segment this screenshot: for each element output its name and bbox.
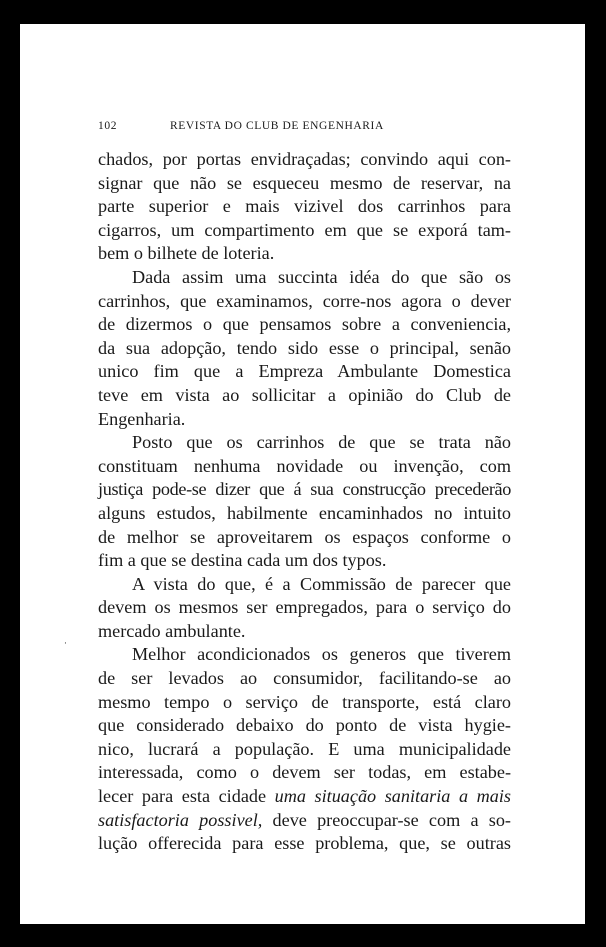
text-line: cigarros, um compartimento em que se exporá tam- bbox=[98, 219, 511, 240]
text-segment: deve preoccupar-se com a so- bbox=[262, 809, 511, 830]
text-line: Posto que os carrinhos de que se trata não bbox=[132, 432, 511, 453]
text-line: devem os mesmos ser empregados, para o serviço do bbox=[98, 597, 511, 618]
text-line: Dada assim uma succinta idéa do que são os bbox=[132, 266, 511, 287]
text-line: de melhor se aproveitarem os espaços conforme o bbox=[98, 526, 511, 547]
text-line: chados, por portas envidraçadas; convindo aqui con- bbox=[98, 149, 511, 169]
italic-phrase: uma situação sanitaria a mais bbox=[274, 786, 511, 807]
body-text bbox=[98, 148, 511, 856]
page-number: 102 bbox=[98, 120, 118, 132]
text-line: alguns estudos, habilmente encaminhados no intuito bbox=[98, 502, 511, 523]
book-page bbox=[20, 24, 585, 924]
text-line: justiça pode-se dizer que á sua construcção precederão bbox=[98, 479, 511, 500]
italic-phrase: satisfactoria possivel, bbox=[98, 809, 263, 830]
text-line: que considerado debaixo do ponto de vista hygie- bbox=[98, 715, 511, 736]
text-line: bem o bilhete de loteria. bbox=[98, 243, 275, 264]
text-line: mesmo tempo o serviço de transporte, está claro bbox=[98, 691, 511, 712]
running-title: REVISTA DO CLUB DE ENGENHARIA bbox=[170, 120, 384, 132]
text-line: interessada, como o devem ser todas, em estabe- bbox=[98, 762, 511, 783]
text-line: carrinhos, que examinamos, corre-nos agora o dever bbox=[98, 290, 511, 311]
text-line: parte superior e mais vizivel dos carrinhos para bbox=[98, 196, 511, 217]
text-line: lução offerecida para esse problema, que, se outras bbox=[98, 833, 511, 854]
text-line: Engenharia. bbox=[98, 408, 186, 429]
text-line: nico, lucrará a população. E uma municipalidade bbox=[98, 738, 511, 759]
text-line: de dizermos o que pensamos sobre a conveniencia, bbox=[98, 314, 511, 335]
text-line: A vista do que, é a Commissão de parecer que bbox=[132, 573, 511, 594]
text-line: signar que não se esqueceu mesmo de reservar, na bbox=[98, 172, 511, 193]
text-line bbox=[98, 785, 511, 809]
text-segment: lecer para esta cidade bbox=[98, 786, 275, 807]
text-line: constituam nenhuma novidade ou invenção, com bbox=[98, 455, 511, 476]
text-line: teve em vista ao sollicitar a opinião do Club de bbox=[98, 384, 511, 405]
text-line bbox=[98, 809, 511, 833]
text-line: de ser levados ao consumidor, facilitando-se ao bbox=[98, 668, 511, 689]
text-line: fim a que se destina cada um dos typos. bbox=[98, 550, 387, 571]
text-line: da sua adopção, tendo sido esse o principal, senão bbox=[98, 337, 511, 358]
margin-dot-mark: · bbox=[64, 639, 67, 649]
text-line: unico fim que a Empreza Ambulante Domestica bbox=[98, 361, 511, 382]
page-header bbox=[98, 120, 511, 138]
text-line: mercado ambulante. bbox=[98, 620, 246, 641]
text-line: Melhor acondicionados os generos que tiverem bbox=[132, 644, 511, 665]
